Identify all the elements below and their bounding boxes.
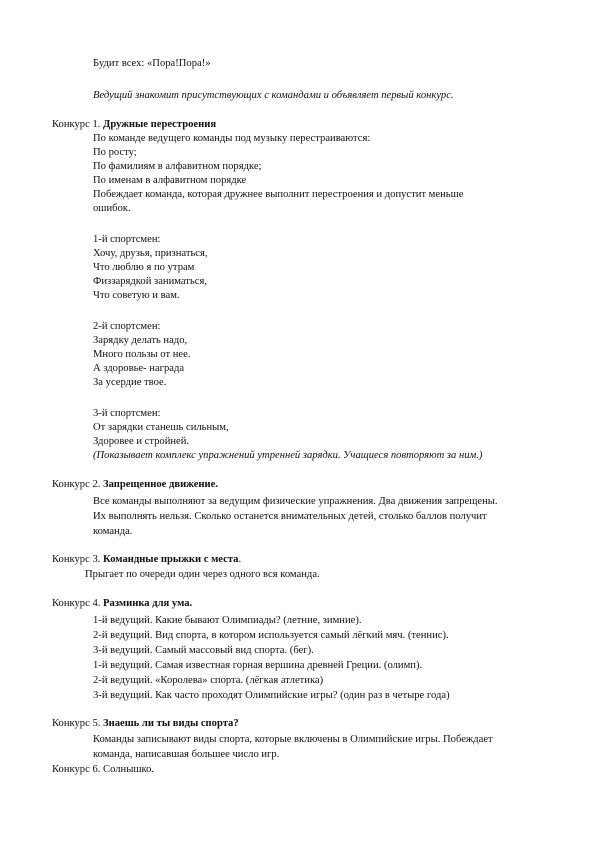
contest-6-heading bbox=[52, 763, 154, 776]
contest-1-heading bbox=[52, 118, 216, 131]
contest-1-line: ошибок. bbox=[93, 203, 131, 214]
contest-4-question: 1-й ведущий. Какие бывают Олимпиады? (летние, зимние). bbox=[93, 615, 362, 626]
athlete-1-verse-line: Что люблю я по утрам bbox=[93, 262, 195, 273]
contest-1-line: По команде ведущего команды под музыку перестраиваются: bbox=[93, 133, 371, 144]
contest-4-title: Разминка для ума. bbox=[103, 598, 193, 609]
contest-2-title: Запрещенное движение. bbox=[103, 479, 218, 490]
contest-4-question: 1-й ведущий. Самая известная горная вершина древней Греции. (олимп). bbox=[93, 660, 423, 671]
athlete-3-label: 3-й спортсмен: bbox=[93, 408, 161, 419]
contest-3-label: Конкурс 3. bbox=[52, 554, 101, 565]
contest-5-title: Знаешь ли ты виды спорта? bbox=[103, 718, 239, 729]
intro-wake-line: Будит всех: «Пора!Пора!» bbox=[93, 58, 211, 69]
athlete-2-verse-line: Много пользы от нее. bbox=[93, 349, 191, 360]
athlete-3-verse-line: От зарядки станешь сильным, bbox=[93, 422, 229, 433]
athlete-1-verse-line: Что советую и вам. bbox=[93, 290, 180, 301]
host-stage-direction: Ведущий знакомит присутствующих с командами и объявляет первый конкурс. bbox=[93, 90, 454, 101]
contest-4-question: 3-й ведущий. Как часто проходят Олимпийские игры? (один раз в четыре года) bbox=[93, 690, 450, 701]
contest-1-line: По росту; bbox=[93, 147, 137, 158]
athlete-2-verse-line: А здоровье- награда bbox=[93, 363, 185, 374]
contest-1-line: Побеждает команда, которая дружнее выполнит перестроения и допустит меньше bbox=[93, 189, 464, 200]
contest-1-label: Конкурс 1. bbox=[52, 119, 101, 130]
contest-2-heading bbox=[52, 478, 218, 491]
athlete-2-verse-line: За усердие твое. bbox=[93, 377, 167, 388]
contest-2-label: Конкурс 2. bbox=[52, 479, 101, 490]
contest-4-question: 2-й ведущий. Вид спорта, в котором используется самый лёгкий мяч. (теннис). bbox=[93, 630, 449, 641]
athlete-3-verse-line: Здоровее и стройней. bbox=[93, 436, 190, 447]
contest-4-question: 2-й ведущий. «Королева» спорта. (лёгкая атлетика) bbox=[93, 675, 324, 686]
contest-5-line: команда, написавшая большее число игр. bbox=[93, 749, 280, 760]
athlete-1-label: 1-й спортсмен: bbox=[93, 234, 161, 245]
athlete-3-stage-direction: (Показывает комплекс упражнений утренней зарядки. Учащиеся повторяют за ним.) bbox=[93, 450, 483, 461]
contest-1-line: По именам в алфавитном порядке bbox=[93, 175, 247, 186]
athlete-2-verse-line: Зарядку делать надо, bbox=[93, 335, 188, 346]
contest-2-line: команда. bbox=[93, 526, 133, 537]
contest-6-title: Солнышко. bbox=[103, 764, 155, 775]
contest-6-label: Конкурс 6. bbox=[52, 764, 101, 775]
contest-3-heading bbox=[52, 553, 241, 566]
athlete-1-verse-line: Физзарядкой заниматься, bbox=[93, 276, 207, 287]
contest-3-title-end: . bbox=[238, 554, 242, 565]
contest-2-line: Их выполнять нельзя. Сколько останется внимательных детей, столько баллов получит bbox=[93, 511, 487, 522]
contest-4-heading bbox=[52, 597, 192, 610]
contest-2-line: Все команды выполняют за ведущим физические упражнения. Два движения запрещены. bbox=[93, 496, 498, 507]
contest-5-line: Команды записывают виды спорта, которые включены в Олимпийские игры. Побеждает bbox=[93, 734, 493, 745]
athlete-2-label: 2-й спортсмен: bbox=[93, 321, 161, 332]
contest-3-title: Командные прыжки с места bbox=[103, 554, 239, 565]
athlete-1-verse-line: Хочу, друзья, признаться, bbox=[93, 248, 208, 259]
contest-1-title: Дружные перестроения bbox=[103, 119, 217, 130]
contest-5-heading bbox=[52, 717, 239, 730]
contest-4-label: Конкурс 4. bbox=[52, 598, 101, 609]
contest-4-question: 3-й ведущий. Самый массовый вид спорта. (бег). bbox=[93, 645, 314, 656]
contest-5-label: Конкурс 5. bbox=[52, 718, 101, 729]
contest-3-line: Прыгает по очереди один через одного вся команда. bbox=[85, 569, 320, 580]
contest-1-line: По фамилиям в алфавитном порядке; bbox=[93, 161, 262, 172]
